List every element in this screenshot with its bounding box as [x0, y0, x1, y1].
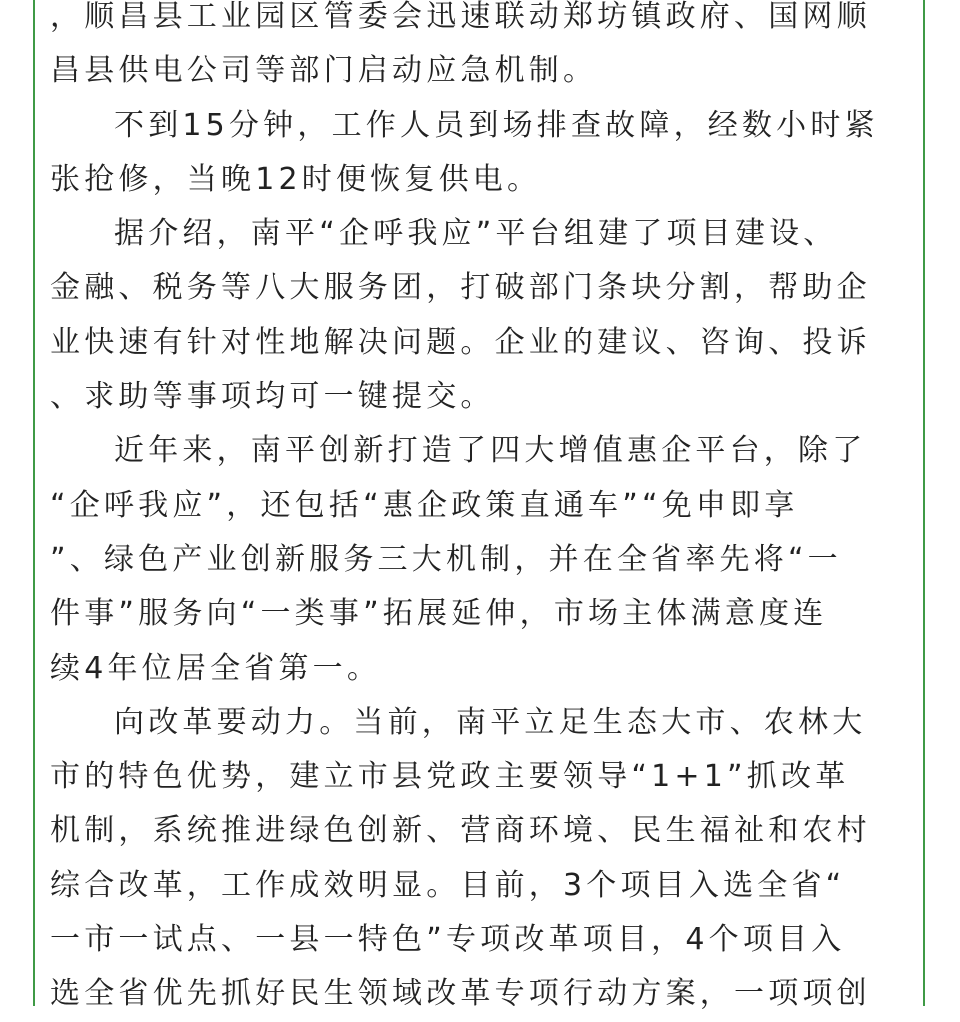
paragraph-start-line: 不到15分钟，工作人员到场排查故障，经数小时紧 [114, 107, 879, 143]
text-line: 金融、税务等八大服务团，打破部门条块分割，帮助企 [50, 270, 871, 306]
text-line: 件事”服务向“一类事”拓展延伸，市场主体满意度连 [50, 596, 828, 632]
text-line: 综合改革，工作成效明显。目前，3个项目入选全省“ [50, 867, 846, 903]
paragraph-start-line: 向改革要动力。当前，南平立足生态大市、农林大 [114, 704, 867, 740]
text-line: 、求助等事项均可一键提交。 [50, 379, 495, 415]
paragraph-start-line: 据介绍，南平“企呼我应”平台组建了项目建设、 [114, 216, 838, 252]
text-line: 一市一试点、一县一特色”专项改革项目，4个项目入 [50, 922, 846, 958]
text-line: 续4年位居全省第一。 [50, 650, 382, 686]
text-line: 昌县供电公司等部门启动应急机制。 [50, 53, 598, 89]
text-line: 张抢修，当晚12时便恢复供电。 [50, 161, 542, 197]
text-line: 机制，系统推进绿色创新、营商环境、民生福祉和农村 [50, 813, 871, 849]
paragraph-start-line: 近年来，南平创新打造了四大增值惠企平台，除了 [114, 433, 867, 469]
text-line: ”、绿色产业创新服务三大机制，并在全省率先将“一 [50, 541, 842, 577]
text-line: 市的特色优势，建立市县党政主要领导“1+1”抓改革 [50, 759, 850, 795]
text-line: 业快速有针对性地解决问题。企业的建议、咨询、投诉 [50, 324, 871, 360]
text-line: 选全省优先抓好民生领域改革专项行动方案，一项项创 [50, 976, 871, 1012]
text-line: “企呼我应”，还包括“惠企政策直通车”“免申即享 [50, 487, 799, 523]
text-line: ，顺昌县工业园区管委会迅速联动郑坊镇政府、国网顺 [50, 0, 871, 34]
article-body [50, 0, 912, 1022]
